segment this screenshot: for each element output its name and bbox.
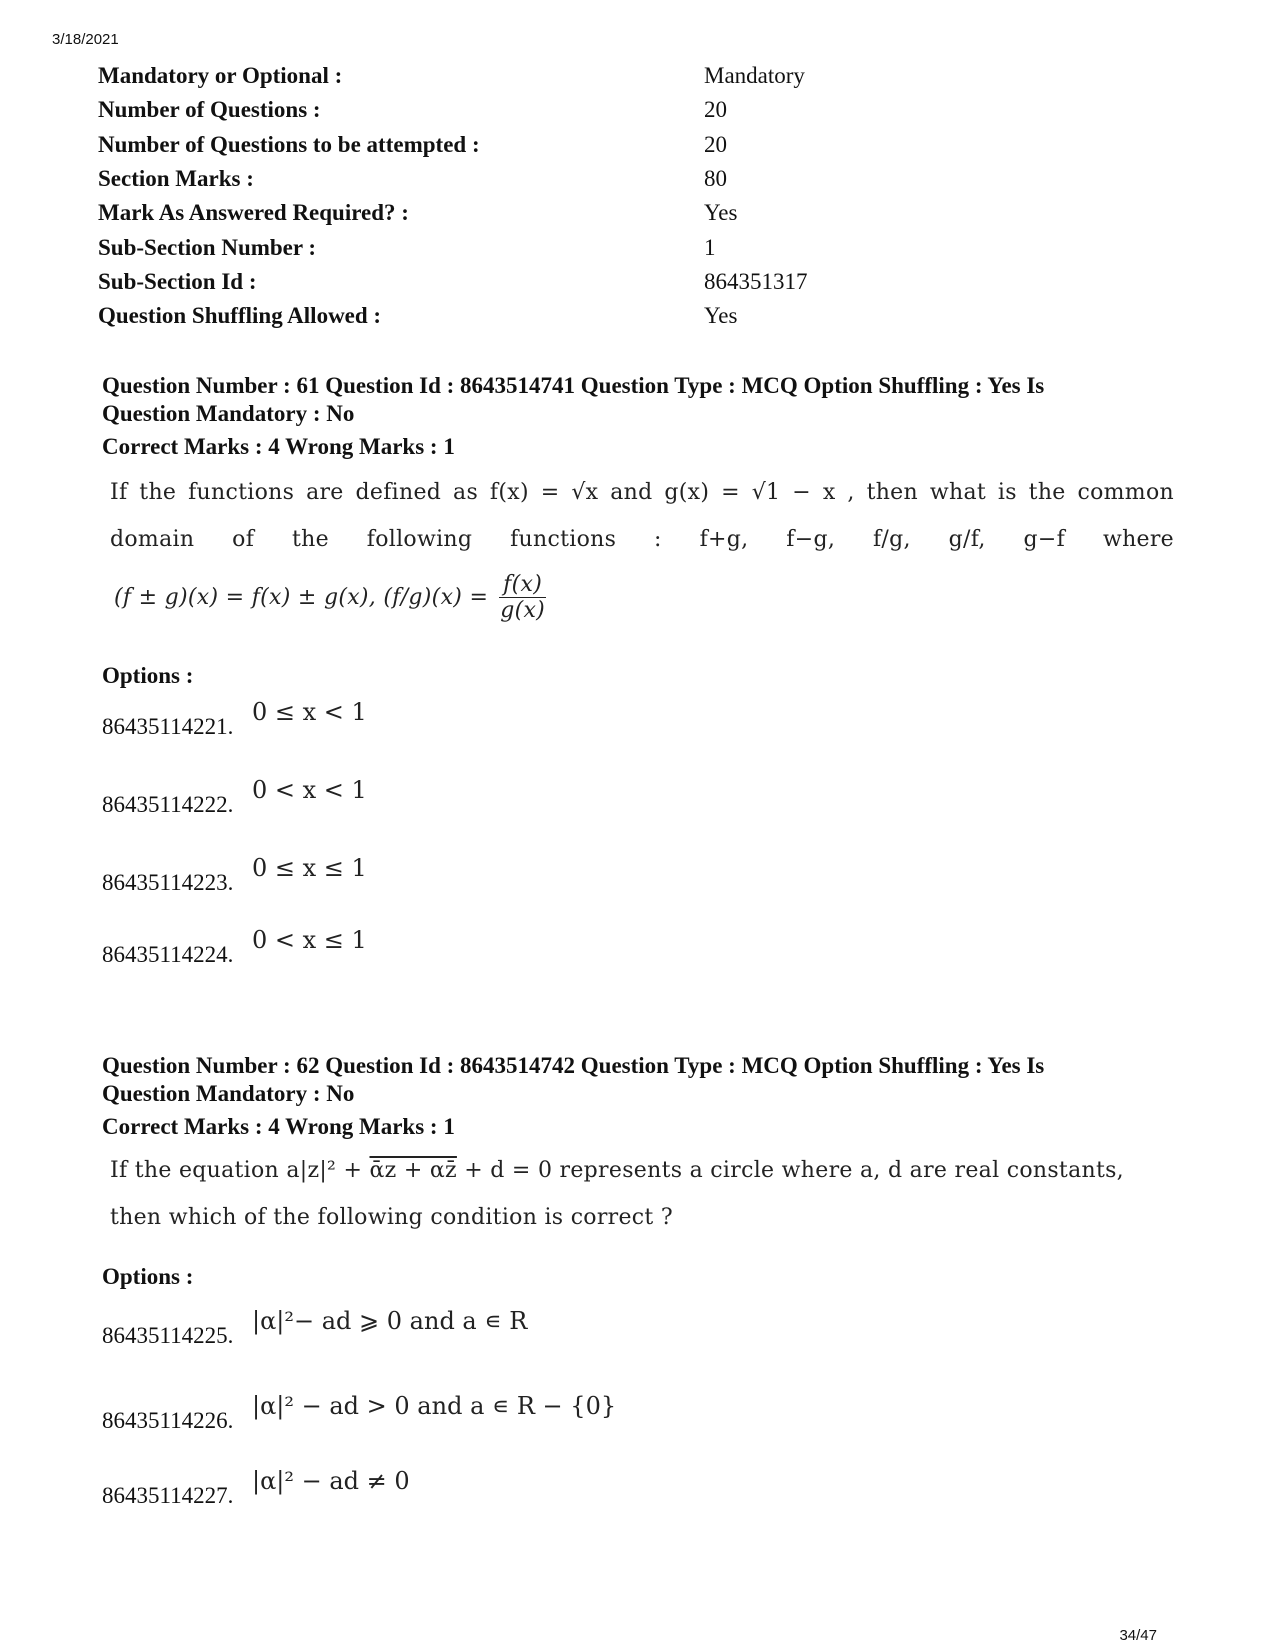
question-text-line1 (102, 1158, 1182, 1183)
question-text-part-c: + d = 0 represents a circle where a, d are real constants, (456, 1158, 1124, 1183)
question-marks: Correct Marks : 4 Wrong Marks : 1 (102, 434, 455, 459)
meta-value: Yes (704, 303, 738, 329)
meta-value: 20 (704, 131, 727, 157)
meta-label: Number of Questions : (98, 97, 321, 123)
options-label: Options : (102, 663, 194, 688)
option-id: 86435114222. (102, 792, 234, 817)
question-header (102, 1052, 1182, 1108)
formula-numerator: f(x) (499, 572, 546, 598)
question-61 (102, 372, 1182, 623)
meta-value: 1 (704, 234, 716, 260)
option-text: 0 ≤ x ≤ 1 (252, 854, 367, 882)
option-86435114223[interactable] (102, 846, 367, 896)
question-marks: Correct Marks : 4 Wrong Marks : 1 (102, 1114, 455, 1139)
option-86435114222[interactable] (102, 768, 367, 818)
meta-label: Number of Questions to be attempted : (98, 131, 480, 157)
meta-label: Question Shuffling Allowed : (98, 303, 382, 329)
meta-label: Section Marks : (98, 166, 254, 192)
meta-row-number-of-questions (98, 93, 898, 127)
question-text-part-a: If the equation a|z|² + (110, 1158, 370, 1183)
meta-value: 20 (704, 97, 727, 123)
section-metadata-table (98, 59, 898, 333)
option-text: 0 ≤ x < 1 (252, 698, 367, 726)
meta-row-question-shuffling (98, 299, 898, 333)
option-86435114221[interactable] (102, 690, 367, 740)
meta-row-mark-as-answered (98, 196, 898, 230)
meta-row-sub-section-number (98, 230, 898, 264)
formula-left: (f ± g)(x) = f(x) ± g(x), (f/g)(x) = (114, 585, 489, 610)
option-text: 0 < x < 1 (252, 776, 367, 804)
option-text: |α|² − ad ≠ 0 (252, 1467, 410, 1495)
question-text-conjugate: ᾱz + αz̄ (369, 1158, 457, 1183)
question-text-line2: then which of the following condition is correct ? (110, 1205, 673, 1230)
option-id: 86435114224. (102, 942, 234, 967)
question-header-line2: Question Mandatory : No (102, 401, 355, 426)
formula-denominator: g(x) (500, 598, 546, 623)
print-date: 3/18/2021 (52, 31, 119, 48)
meta-label: Sub-Section Id : (98, 268, 257, 294)
question-text-line1: If the functions are defined as f(x) = √x and g(x) = √1 − x , then what is the common (110, 480, 1174, 505)
option-text: |α|² − ad > 0 and a ∊ R − {0} (252, 1392, 617, 1420)
question-text-line2: domain of the following functions : f+g, f−g, f/g, g/f, g−f where (110, 527, 1174, 552)
formula-fraction (496, 572, 549, 623)
question-header-line2: Question Mandatory : No (102, 1081, 355, 1106)
question-header-line1: Question Number : 61 Question Id : 8643514741 Question Type : MCQ Option Shuffling : Yes Is (102, 373, 1045, 398)
meta-row-mandatory (98, 59, 898, 93)
option-id: 86435114225. (102, 1323, 234, 1348)
meta-value: 80 (704, 166, 727, 192)
page-number: 34/47 (1119, 1627, 1157, 1644)
meta-label: Sub-Section Number : (98, 234, 317, 260)
option-text: |α|²− ad ⩾ 0 and a ∊ R (252, 1307, 528, 1335)
meta-value: 864351317 (704, 268, 808, 294)
meta-label: Mandatory or Optional : (98, 63, 343, 89)
options-label: Options : (102, 1264, 194, 1289)
option-id: 86435114226. (102, 1408, 234, 1433)
meta-row-sub-section-id (98, 265, 898, 299)
question-header-line1: Question Number : 62 Question Id : 8643514742 Question Type : MCQ Option Shuffling : Yes Is (102, 1053, 1045, 1078)
option-86435114226[interactable] (102, 1378, 616, 1434)
question-62 (102, 1052, 1182, 1230)
option-86435114224[interactable] (102, 918, 367, 968)
option-id: 86435114223. (102, 870, 234, 895)
meta-value: Mandatory (704, 63, 805, 89)
question-header (102, 372, 1182, 428)
option-id: 86435114221. (102, 714, 234, 739)
option-id: 86435114227. (102, 1483, 234, 1508)
option-text: 0 < x ≤ 1 (252, 926, 367, 954)
option-86435114227[interactable] (102, 1455, 410, 1509)
meta-row-section-marks (98, 162, 898, 196)
meta-value: Yes (704, 200, 738, 226)
option-86435114225[interactable] (102, 1295, 527, 1349)
question-formula (102, 572, 1182, 623)
meta-row-questions-to-attempt (98, 128, 898, 162)
meta-label: Mark As Answered Required? : (98, 200, 409, 226)
